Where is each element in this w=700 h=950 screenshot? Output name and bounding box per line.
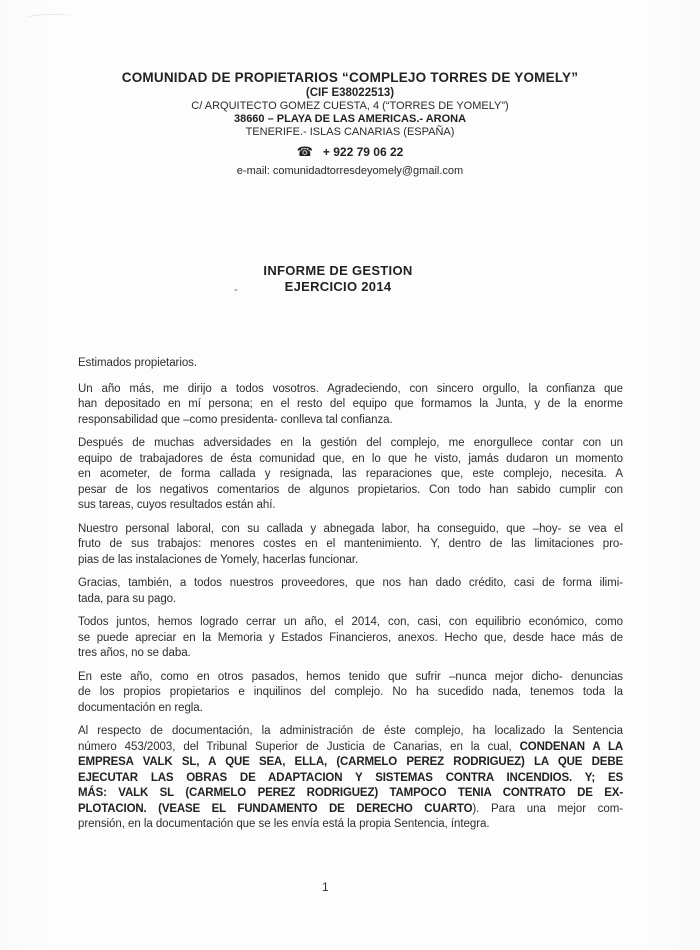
text-line: documentación en regla. <box>78 701 203 714</box>
text-line: tres años, no se daba. <box>78 647 191 659</box>
document-body <box>78 356 623 841</box>
text-line: fruto de sus trabajos: menores costes en el mantenimiento. Y, dentro de las limitaciones pro- <box>78 538 623 550</box>
text-line: pesar de los negativos comentarios de algunos propietarios. Con todo han sabido cumplir con <box>78 483 623 496</box>
email-label: e-mail: <box>236 165 270 177</box>
paragraph <box>78 382 623 429</box>
report-title-line1: INFORME DE GESTION <box>263 263 413 278</box>
paragraph <box>78 670 623 717</box>
page-number: 1 <box>322 880 329 894</box>
text-line: PLOTACION. (VEASE EL FUNDAMENTO DE DERECHO CUARTO). Para una mejor com- <box>78 802 623 815</box>
text-line: pias de las instalaciones de Yomely, hacerlas funcionar. <box>78 553 359 566</box>
address-line-2: 38660 – PLAYA DE LAS AMERICAS.- ARONA <box>233 113 467 125</box>
address-line-3: TENERIFE.- ISLAS CANARIAS (ESPAÑA) <box>245 126 455 138</box>
text-line: número 453/2003, del Tribunal Superior de Justicia de Canarias, en la cual, CONDENAN A LA <box>78 740 623 753</box>
paragraph <box>78 356 623 372</box>
text-line: Estimados propietarios. <box>78 357 198 369</box>
email-address: comunidadtorresdeyomely@gmail.com <box>272 165 464 177</box>
text-line: Todos juntos, hemos logrado cerrar un año, el 2014, con, casi, con equilibrio económico, como <box>78 616 623 628</box>
text-line: responsabilidad que –como presidenta- conlleva tal confianza. <box>78 413 393 426</box>
text-line: Gracias, también, a todos nuestros proveedores, que nos han dado crédito, casi de forma ilimi- <box>78 577 623 589</box>
text-line: en acometer, de forma callada y resignada, las reparaciones que, este complejo, necesita. A <box>78 468 623 480</box>
text-line: equipo de trabajadores de ésta comunidad que, en lo que he visto, jamás dudaron un momento <box>78 452 623 465</box>
text-line: tada, para su pago. <box>78 592 177 605</box>
text-line: prensión, en la documentación que se les envía está la propia Sentencia, íntegra. <box>78 818 490 830</box>
text-line: se puede apreciar en la Memoria y Estados Financieros, anexos. Hecho que, desde hace más de <box>78 631 623 644</box>
text-line: En este año, como en otros pasados, hemos tenido que sufrir –nunca mejor dicho- denuncias <box>78 670 623 683</box>
text-line: Un año más, me dirijo a todos vosotros. Agradeciendo, con sincero orgullo, la confianza que <box>78 382 623 395</box>
scan-artifact <box>26 13 72 24</box>
report-title <box>0 263 688 295</box>
text-line: EJECUTAR LAS OBRAS DE ADAPTACION Y SISTEMAS CONTRA INCENDIOS. Y; ES <box>78 771 623 784</box>
text-line: de los propios propietarios e inquilinos del complejo. No ha sucedido nada, tenemos toda la <box>78 686 623 698</box>
text-line: Después de muchas adversidades en la gestión del complejo, me enorgullece contar con un <box>78 437 623 449</box>
phone-number: + 922 79 06 22 <box>322 145 404 159</box>
paragraph <box>78 436 623 514</box>
text-line: han depositado en mí persona; en el resto del equipo que formamos la Junta, y de la enorme <box>78 398 623 410</box>
paragraph <box>78 576 623 607</box>
telephone-icon: ☎ <box>296 145 313 160</box>
paragraph <box>78 615 623 662</box>
org-name: COMUNIDAD DE PROPIETARIOS “COMPLEJO TORRES DE YOMELY” <box>121 70 579 85</box>
paragraph <box>78 522 623 569</box>
text-line: sus tareas, cuyos resultados están ahí. <box>78 499 276 511</box>
email-line <box>0 165 700 178</box>
text-line: MÁS: VALK SL (CARMELO PEREZ RODRIGUEZ) TAMPOCO TENIA CONTRATO DE EX- <box>78 787 623 799</box>
stray-dash-mark: - <box>234 284 238 296</box>
text-line: Nuestro personal laboral, con su callada y abnegada labor, ha conseguido, que –hoy- se vea el <box>78 522 623 535</box>
text-line: EMPRESA VALK SL, A QUE SEA, ELLA, (CARMELO PEREZ RODRIGUEZ) LA QUE DEBE <box>78 756 623 768</box>
org-cif: (CIF E38022513) <box>305 87 395 99</box>
text-line: Al respecto de documentación, la administración de éste complejo, ha localizado la Sentencia <box>78 725 623 737</box>
paragraph <box>78 724 623 833</box>
letterhead <box>0 70 700 178</box>
address-line-1: C/ ARQUITECTO GOMEZ CUESTA, 4 (“TORRES DE YOMELY”) <box>191 100 509 112</box>
phone-line <box>0 145 700 160</box>
report-title-line2: EJERCICIO 2014 <box>284 279 392 294</box>
